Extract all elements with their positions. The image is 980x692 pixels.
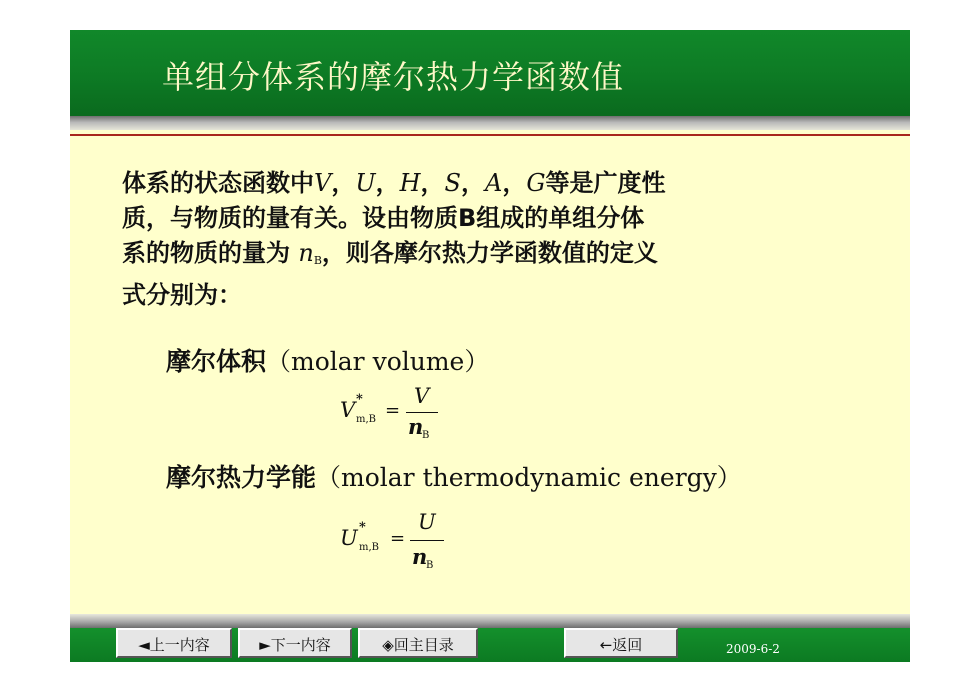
title-bar-shadow — [70, 116, 910, 130]
formula-molar-volume: V * m,B = V n B — [340, 390, 500, 460]
footer-shadow — [70, 614, 910, 628]
nav-bar — [70, 628, 910, 662]
fraction-bar — [406, 412, 438, 413]
intro-line-3: 系的物质的量为 $n_B$，则各摩尔热力学函数值的定义 — [122, 239, 658, 267]
intro-line-4: 式分别为： — [122, 281, 242, 309]
heading-molar-thermodynamic-energy: 摩尔热力学能（molar thermodynamic energy） — [166, 463, 742, 492]
slide-date: 2009-6-2 — [726, 642, 780, 656]
fraction-bar — [410, 540, 444, 541]
heading-molar-volume: 摩尔体积（molar volume） — [166, 347, 490, 376]
slide — [70, 30, 910, 662]
intro-line-1: 体系的状态函数中V，U，H，S，A，G等是广度性 — [122, 169, 666, 197]
slide-title: 单组分体系的摩尔热力学函数值 — [162, 58, 625, 96]
formula-molar-thermodynamic-energy: U * m,B = U n B — [340, 514, 500, 594]
title-divider — [70, 134, 910, 136]
next-content-button[interactable]: ►下一内容 — [238, 628, 352, 658]
intro-paragraph — [122, 166, 902, 313]
back-button[interactable]: ←返回 — [564, 628, 678, 658]
intro-line-2: 质，与物质的量有关。设由物质B组成的单组分体 — [122, 204, 645, 232]
main-menu-button[interactable]: ◈回主目录 — [358, 628, 478, 658]
title-bar — [70, 30, 910, 116]
prev-content-button[interactable]: ◄上一内容 — [116, 628, 232, 658]
